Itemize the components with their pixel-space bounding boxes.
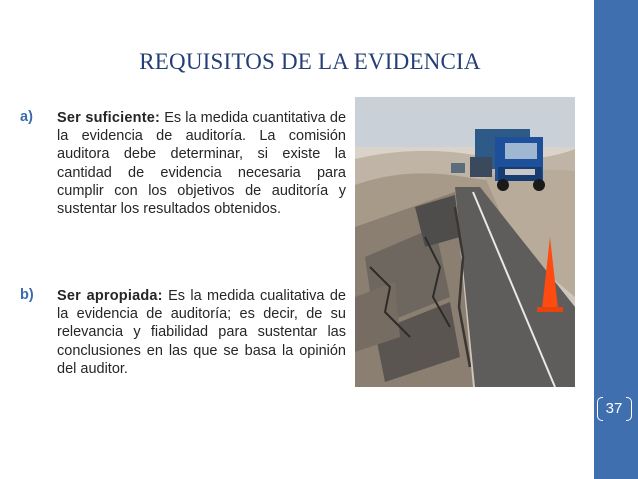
list-item-b-lead: Ser apropiada: [57, 288, 163, 304]
list-marker-b: b) [20, 287, 34, 303]
list-marker-a: a) [20, 109, 33, 125]
page-number: 37 [605, 400, 623, 417]
list-item-a-body: Es la medida cuantitativa de la evidencia de auditoría. La comisión auditora debe determinar, si existe la cantidad de evidencia necesaria para cumplir con los objetivos de auditoría y sustentar los resultados obtenidos. [57, 110, 347, 218]
slide-title: REQUISITOS DE LA EVIDENCIA [139, 49, 481, 74]
damaged-road-photo [355, 97, 575, 387]
list-item-a-lead: Ser suficiente: [57, 110, 161, 126]
list-item-a-text [57, 109, 346, 218]
page-number-right-bracket [626, 397, 632, 421]
list-item-b-text [57, 287, 346, 378]
list-item-b-body: Es la medida cualitativa de la evidencia de auditoría; es decir, de su relevancia y fiabilidad para sustentar las conclusiones en las que se basa la opinión del auditor. [57, 288, 346, 377]
